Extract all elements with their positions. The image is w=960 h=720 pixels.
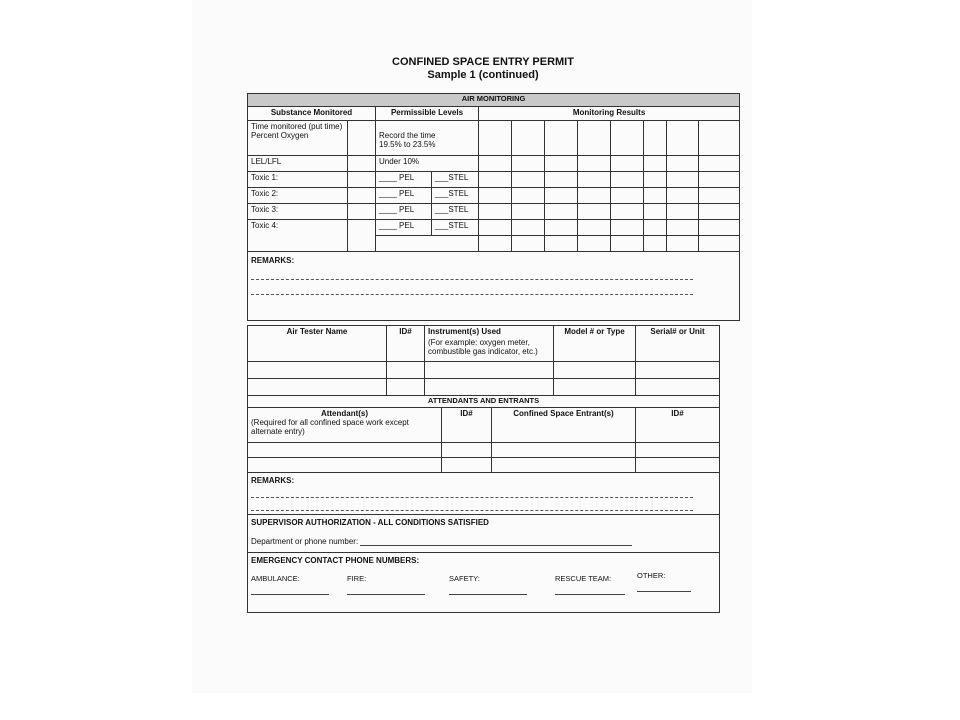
toxic3-stel: ___STEL	[432, 204, 479, 220]
result-cell[interactable]	[644, 188, 667, 204]
result-cell[interactable]	[611, 204, 644, 220]
result-cell[interactable]	[699, 156, 740, 172]
result-cell[interactable]	[699, 236, 740, 252]
result-cell[interactable]	[512, 220, 545, 236]
instrument-example-note: (For example: oxygen meter, combustible gas indicator, etc.)	[428, 338, 538, 357]
department-field[interactable]	[360, 537, 632, 546]
contact-field[interactable]	[637, 581, 691, 592]
result-cell[interactable]	[699, 188, 740, 204]
emergency-contacts-row	[251, 571, 716, 595]
result-cell[interactable]	[667, 220, 699, 236]
remarks-label: REMARKS:	[251, 256, 295, 265]
result-cell[interactable]	[667, 204, 699, 220]
col-entrant-id: ID#	[636, 408, 720, 443]
air-monitoring-heading: AIR MONITORING	[248, 94, 740, 107]
model-cell[interactable]	[554, 379, 636, 396]
instrument-header-cell	[425, 326, 554, 362]
attendants-table	[247, 395, 720, 613]
entrant-cell[interactable]	[492, 458, 636, 473]
contact-fire	[347, 575, 449, 595]
col-attendant-id: ID#	[442, 408, 492, 443]
document-title: CONFINED SPACE ENTRY PERMIT	[392, 56, 574, 68]
toxic4-pel: ____ PEL	[376, 220, 432, 236]
substance-oxygen-label: Percent Oxygen	[251, 131, 309, 141]
substance-blank-cell[interactable]	[348, 156, 376, 172]
attendant-header-cell	[248, 408, 442, 443]
entrant-id-cell[interactable]	[636, 458, 720, 473]
serial-cell[interactable]	[636, 362, 720, 379]
remarks-line[interactable]	[251, 280, 693, 295]
attendant-cell[interactable]	[248, 458, 442, 473]
serial-cell[interactable]	[636, 379, 720, 396]
contact-field[interactable]	[555, 584, 625, 595]
result-cell[interactable]	[512, 172, 545, 188]
result-cell[interactable]	[545, 172, 578, 188]
department-row	[251, 537, 716, 546]
remarks2-section	[248, 473, 720, 515]
contact-other	[637, 572, 697, 595]
result-cell[interactable]	[667, 121, 699, 156]
result-cell[interactable]	[545, 220, 578, 236]
substance-lel-label: LEL/LFL	[248, 156, 348, 172]
contact-field[interactable]	[449, 584, 527, 595]
substance-toxic4-label: Toxic 4:	[248, 220, 348, 252]
result-cell[interactable]	[578, 236, 611, 252]
result-cell[interactable]	[667, 172, 699, 188]
result-cell[interactable]	[667, 188, 699, 204]
remarks2-label: REMARKS:	[251, 476, 295, 485]
document-subtitle: Sample 1 (continued)	[427, 69, 539, 81]
result-cell[interactable]	[578, 156, 611, 172]
result-cell[interactable]	[699, 220, 740, 236]
model-cell[interactable]	[554, 362, 636, 379]
supervisor-section	[248, 515, 720, 553]
department-label: Department or phone number:	[251, 537, 359, 547]
entrant-id-cell[interactable]	[636, 443, 720, 458]
col-instruments-used: Instrument(s) Used	[428, 327, 501, 336]
level-time: Record the time	[379, 131, 436, 140]
result-cell[interactable]	[479, 156, 512, 172]
tester-name-cell[interactable]	[248, 379, 387, 396]
result-cell[interactable]	[611, 172, 644, 188]
result-cell[interactable]	[578, 172, 611, 188]
substance-blank-cell[interactable]	[348, 220, 376, 252]
tester-id-cell[interactable]	[387, 362, 425, 379]
col-attendants: Attendant(s)	[320, 409, 369, 418]
result-cell[interactable]	[699, 121, 740, 156]
result-cell[interactable]	[699, 204, 740, 220]
contact-label: RESCUE TEAM:	[555, 574, 612, 584]
col-substance-monitored: Substance Monitored	[248, 107, 376, 121]
level-cell	[376, 121, 479, 156]
tester-name-cell[interactable]	[248, 362, 387, 379]
result-cell[interactable]	[611, 236, 644, 252]
result-cell[interactable]	[479, 236, 512, 252]
result-cell[interactable]	[545, 236, 578, 252]
result-cell[interactable]	[611, 220, 644, 236]
contact-field[interactable]	[347, 584, 425, 595]
col-serial-unit: Serial# or Unit	[636, 326, 720, 362]
toxic4-stel: ___STEL	[432, 220, 479, 236]
result-cell[interactable]	[512, 236, 545, 252]
result-cell[interactable]	[644, 220, 667, 236]
entrant-cell[interactable]	[492, 443, 636, 458]
result-cell[interactable]	[667, 236, 699, 252]
contact-rescue-team	[555, 575, 637, 595]
toxic2-stel: ___STEL	[432, 188, 479, 204]
emergency-section	[248, 553, 720, 613]
result-cell[interactable]	[479, 121, 512, 156]
toxic3-pel: ____ PEL	[376, 204, 432, 220]
col-monitoring-results: Monitoring Results	[479, 107, 740, 121]
attendant-cell[interactable]	[248, 443, 442, 458]
result-cell[interactable]	[644, 156, 667, 172]
contact-label: FIRE:	[347, 574, 367, 584]
substance-blank-cell[interactable]	[348, 172, 376, 188]
contact-field[interactable]	[251, 584, 329, 595]
substance-time-label: Time monitored (put time)	[251, 122, 343, 131]
result-cell[interactable]	[611, 121, 644, 156]
result-cell[interactable]	[578, 188, 611, 204]
col-air-tester-name: Air Tester Name	[248, 326, 387, 362]
remarks-line[interactable]	[251, 498, 693, 511]
col-model-type: Model # or Type	[554, 326, 636, 362]
substance-cell	[248, 121, 348, 156]
result-cell[interactable]	[545, 188, 578, 204]
level-lel: Under 10%	[376, 156, 479, 172]
result-cell[interactable]	[545, 121, 578, 156]
attendant-id-cell[interactable]	[442, 443, 492, 458]
col-permissible-levels: Permissible Levels	[376, 107, 479, 121]
result-cell[interactable]	[512, 156, 545, 172]
substance-toxic3-label: Toxic 3:	[248, 204, 348, 220]
result-cell[interactable]	[667, 156, 699, 172]
substance-blank-cell[interactable]	[348, 188, 376, 204]
result-cell[interactable]	[479, 220, 512, 236]
substance-toxic2-label: Toxic 2:	[248, 188, 348, 204]
instrument-cell[interactable]	[425, 379, 554, 396]
result-cell[interactable]	[479, 188, 512, 204]
result-cell[interactable]	[644, 204, 667, 220]
result-cell[interactable]	[578, 121, 611, 156]
result-cell[interactable]	[644, 172, 667, 188]
col-tester-id: ID#	[387, 326, 425, 362]
result-cell[interactable]	[479, 204, 512, 220]
result-cell[interactable]	[644, 121, 667, 156]
contact-ambulance	[251, 575, 347, 595]
result-cell[interactable]	[578, 204, 611, 220]
attendant-requirement-note: (Required for all confined space work except alternate entry)	[251, 418, 409, 437]
result-cell[interactable]	[578, 220, 611, 236]
toxic1-pel: ____ PEL	[376, 172, 432, 188]
substance-blank-cell[interactable]	[348, 204, 376, 220]
col-entrants: Confined Space Entrant(s)	[492, 408, 636, 443]
toxic2-pel: ____ PEL	[376, 188, 432, 204]
result-cell[interactable]	[512, 121, 545, 156]
result-cell[interactable]	[479, 172, 512, 188]
contact-label: AMBULANCE:	[251, 574, 300, 584]
contact-label: OTHER:	[637, 571, 666, 581]
result-cell[interactable]	[611, 156, 644, 172]
result-cell[interactable]	[512, 204, 545, 220]
remarks-line[interactable]	[251, 485, 693, 498]
contact-safety	[449, 575, 555, 595]
toxic1-stel: ___STEL	[432, 172, 479, 188]
level-blank-cell[interactable]	[376, 236, 479, 252]
tester-id-cell[interactable]	[387, 379, 425, 396]
result-cell[interactable]	[545, 156, 578, 172]
result-cell[interactable]	[545, 204, 578, 220]
result-cell[interactable]	[611, 188, 644, 204]
attendants-heading: ATTENDANTS AND ENTRANTS	[248, 396, 720, 408]
instrument-cell[interactable]	[425, 362, 554, 379]
attendant-id-cell[interactable]	[442, 458, 492, 473]
result-cell[interactable]	[699, 172, 740, 188]
result-cell[interactable]	[644, 236, 667, 252]
contact-label: SAFETY:	[449, 574, 480, 584]
supervisor-heading: SUPERVISOR AUTHORIZATION - ALL CONDITIONS SATISFIED	[251, 518, 489, 527]
remarks-section	[248, 252, 740, 321]
substance-blank-cell[interactable]	[348, 121, 376, 156]
substance-toxic1-label: Toxic 1:	[248, 172, 348, 188]
result-cell[interactable]	[512, 188, 545, 204]
level-oxygen: 19.5% to 23.5%	[379, 140, 436, 150]
emergency-heading: EMERGENCY CONTACT PHONE NUMBERS:	[251, 556, 420, 565]
air-tester-table	[247, 325, 720, 396]
remarks-line[interactable]	[251, 265, 693, 280]
air-monitoring-table	[247, 93, 740, 321]
